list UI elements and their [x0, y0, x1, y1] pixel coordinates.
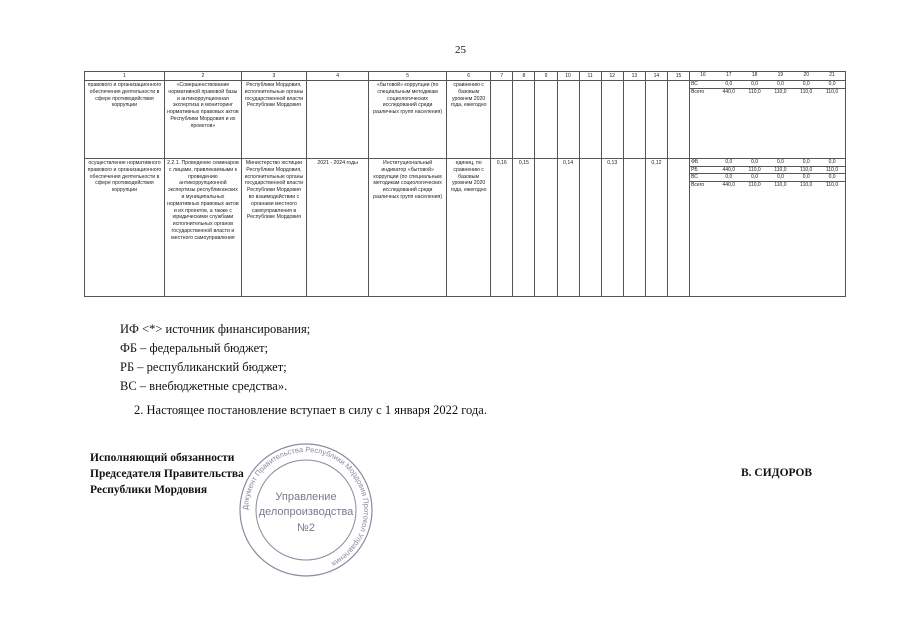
funding-value: 0,0	[793, 174, 819, 182]
funding-value: 0,0	[716, 81, 742, 88]
funding-value: 110,0	[800, 88, 813, 95]
indicator-cell: 0,14	[557, 159, 579, 297]
legend-item: ФБ – федеральный бюджет;	[120, 341, 269, 355]
indicator-cell	[535, 81, 557, 159]
funding-value: 0,0	[742, 159, 768, 166]
office-stamp	[236, 440, 376, 580]
column-number: 5	[369, 72, 447, 81]
cell-col2: 2.2.1. Проведение семинаров с лицами, привлекаемыми к проведению антикоррупционной экспертизы республиканских и муниципальных нормативных правовых актов и их проектов, а также с юридическими службами исполнительных органов государственной власти и местного самоуправления	[164, 159, 241, 297]
funding-value: 110,0	[748, 181, 761, 188]
header-row	[85, 72, 846, 81]
column-number: 13	[623, 72, 645, 81]
signer-line: Исполняющий обязанности	[90, 452, 235, 464]
signer-name: В. СИДОРОВ	[741, 467, 813, 479]
column-number: 4	[307, 72, 369, 81]
funding-source: РБ	[690, 166, 716, 174]
column-number: 21	[829, 72, 835, 78]
funding-value: 0,0	[819, 81, 845, 88]
stamp-text: №2	[297, 522, 315, 534]
cell-col4: 2021 - 2024 годы	[307, 159, 369, 297]
funding-value: 0,0	[819, 159, 845, 166]
finance-table	[690, 81, 845, 95]
funding-value: 110,0	[825, 181, 839, 188]
cell-col3: Республики Мордовия, исполнительные органы государственной власти Республики Мордовия	[241, 81, 306, 159]
funding-value: 110,0	[748, 88, 761, 95]
legend-item: ВС – внебюджетные средства».	[120, 379, 288, 393]
funding-value: 110,0	[800, 181, 813, 188]
indicator-cell	[535, 159, 557, 297]
funding-source: Всего	[691, 88, 705, 95]
indicator-cell: 0,16	[491, 159, 513, 297]
cell-col2: «Совершенствование нормативной правовой базы и антикоррупционная экспертиза и мониторинг нормативных правовых актов Республики Мордовия и их проектов»	[164, 81, 241, 159]
indicator-cell: 0,12	[645, 159, 667, 297]
funding-value: 0,0	[793, 159, 819, 166]
indicator-cell	[667, 159, 689, 297]
funding-source: Всего	[691, 181, 705, 188]
finance-header	[690, 72, 846, 81]
column-number: 19	[777, 72, 784, 78]
funding-value: 110,0	[742, 166, 768, 174]
funding-value: 0,0	[793, 81, 819, 88]
column-number: 6	[447, 72, 491, 81]
funding-value: 0,0	[716, 159, 742, 166]
finance-table	[690, 159, 845, 188]
stamp-text: делопроизводства	[258, 506, 354, 518]
column-number: 15	[667, 72, 689, 81]
signer-title	[90, 450, 244, 498]
funding-value: 0,0	[768, 174, 794, 182]
cell-col5: Институциональный индикатор «бытовой» коррупции (по специальным методикам социологических исследований среди различных групп населения)	[369, 159, 447, 297]
effective-date-clause: 2. Настоящее постановление вступает в силу с 1 января 2022 года.	[134, 403, 487, 417]
legend	[120, 320, 310, 396]
indicator-cell	[557, 81, 579, 159]
finance-row	[690, 181, 845, 188]
funding-value: 440,0	[722, 88, 736, 95]
indicator-cell	[667, 81, 689, 159]
indicator-cell	[579, 159, 601, 297]
funding-value: 110,0	[825, 88, 839, 95]
indicator-cell	[623, 81, 645, 159]
column-number: 1	[85, 72, 165, 81]
column-number: 14	[645, 72, 667, 81]
legend-item: РБ – республиканский бюджет;	[120, 360, 287, 374]
indicator-cell	[579, 81, 601, 159]
column-number: 9	[535, 72, 557, 81]
column-number: 12	[601, 72, 623, 81]
indicator-cell	[513, 81, 535, 159]
table-row	[85, 159, 846, 297]
funding-value: 110,0	[793, 166, 819, 174]
column-number: 17	[726, 72, 732, 78]
funding-value: 110,0	[768, 166, 794, 174]
funding-value: 0,0	[742, 174, 768, 182]
page-number: 25	[455, 44, 466, 56]
funding-value: 110,0	[774, 181, 787, 188]
stamp-text: Управление	[275, 491, 337, 503]
finance-row	[690, 166, 845, 174]
funding-value: 110,0	[819, 166, 845, 174]
funding-source: ФБ	[690, 159, 716, 166]
finance-cell	[690, 81, 846, 159]
finance-cell	[690, 159, 846, 297]
funding-value: 0,0	[819, 174, 845, 182]
funding-value: 0,0	[768, 159, 794, 166]
funding-source: ВС	[690, 81, 716, 88]
finance-row	[690, 88, 845, 95]
indicator-cell: 0,15	[513, 159, 535, 297]
cell-col4	[307, 81, 369, 159]
indicator-cell	[645, 81, 667, 159]
legend-item: ИФ <*> источник финансирования;	[120, 322, 311, 336]
column-number: 2	[164, 72, 241, 81]
cell-col1: правового и организационного обеспечения деятельности в сфере противодействия коррупции	[85, 81, 165, 159]
column-number: 7	[491, 72, 513, 81]
indicator-cell: 0,13	[601, 159, 623, 297]
signer-line: Председателя Правительства	[90, 468, 244, 480]
column-number: 20	[803, 72, 810, 78]
column-number: 18	[751, 72, 758, 78]
funding-value: 0,0	[742, 81, 768, 88]
table-row	[85, 81, 846, 159]
cell-col6: сравнению с базовым уровнем 2020 года, ежегодно	[447, 81, 491, 159]
program-table	[84, 71, 846, 297]
finance-row	[690, 174, 845, 182]
indicator-cell	[623, 159, 645, 297]
funding-value: 440,0	[722, 181, 736, 188]
cell-col6: единиц, по сравнению с базовым уровнем 2020 года, ежегодно	[447, 159, 491, 297]
cell-col5: «бытовой» коррупции (по специальным методикам социологических исследований среди различных групп населения)	[369, 81, 447, 159]
column-number: 8	[513, 72, 535, 81]
funding-value: 110,0	[774, 88, 787, 95]
column-number: 16	[700, 72, 706, 78]
funding-value: 0,0	[716, 174, 742, 182]
stamp-ring-text: Документ Правительства Республики Мордовия Протокол Управления	[240, 444, 372, 569]
column-number: 11	[579, 72, 601, 81]
column-number: 10	[557, 72, 579, 81]
finance-row	[690, 81, 845, 88]
cell-col3: Министерство юстиции Республики Мордовия, исполнительные органы государственной власти Республики Мордовия во взаимодействии с органами местного самоуправления в Республике Мордовия	[241, 159, 306, 297]
cell-col1: осуществление нормативного правового и организационного обеспечения деятельности в сфере противодействия коррупции	[85, 159, 165, 297]
funding-source: ВС	[690, 174, 716, 182]
signer-line: Республики Мордовия	[90, 484, 208, 496]
finance-row	[690, 159, 845, 166]
funding-value: 440,0	[716, 166, 742, 174]
indicator-cell	[601, 81, 623, 159]
indicator-cell	[491, 81, 513, 159]
funding-value: 0,0	[768, 81, 794, 88]
column-number: 3	[241, 72, 306, 81]
